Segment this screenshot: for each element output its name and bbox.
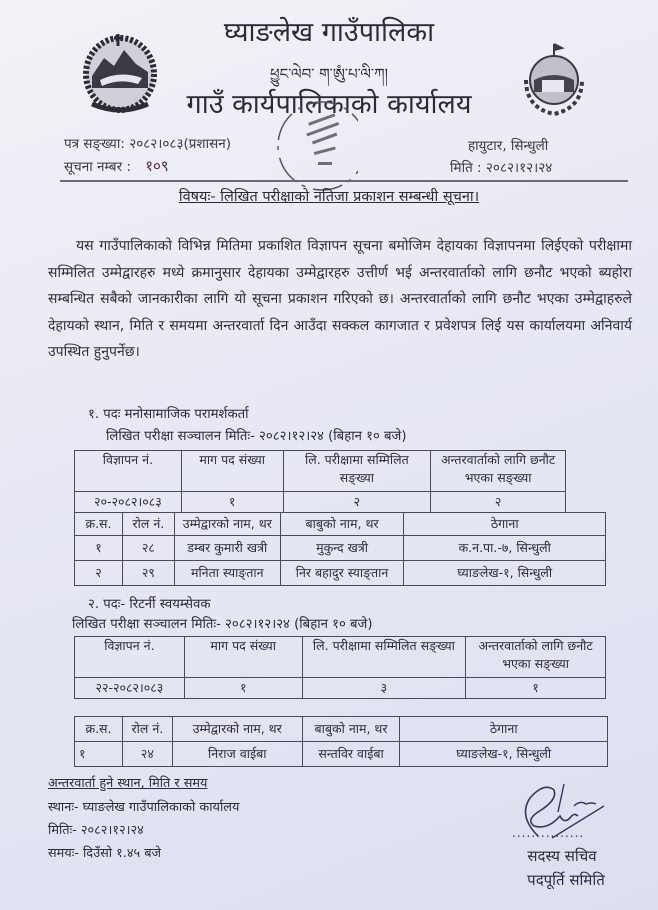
letter-number-value: २०८२।०८३(प्रशासन) [129,136,231,152]
signature-line: ............... [512,826,585,840]
cell: १ [184,678,302,699]
issue-date [450,158,552,176]
table-header-row [75,513,606,536]
cell: ३ [302,678,466,699]
header-cell: लि. परीक्षामा सम्मिलित सङ्ख्या [283,451,431,492]
interview-date: मितिः- २०८२।१२।२४ [48,823,144,838]
header-cell: ठेगाना [400,717,608,742]
cell: २ [283,492,431,513]
cell: डम्बर कुमारी खत्री [174,536,280,561]
cell: २९ [122,561,174,586]
letter-number [64,134,231,152]
issue-date-label: मिति : [450,160,482,176]
header-cell: क्र.स. [75,513,123,536]
header-cell: अन्तरवार्ताको लागि छनौट भएका सङ्ख्या [466,637,606,678]
cell: घ्याङलेख-१, सिन्धुली [404,561,606,586]
cell: १ [75,536,123,561]
cell: १ [181,492,283,513]
cell: २२-२०८२।०८३ [75,678,185,699]
municipality-name-tibetan: ཕྱུང་ལེབ་ ག་ཨུཾ་པ་ལི་ཀ། [270,65,388,83]
interview-heading: अन्तरवार्ता हुने स्थान, मिति र समय [48,776,208,791]
cell: मुकुन्द खत्री [280,536,404,561]
interview-time: समयः- दिउँसो १.४५ बजे [48,846,162,861]
section-1-exam-date: लिखित परीक्षा सञ्चालन मितिः- २०८२।१२।२४ (बिहान १० बजे) [106,429,407,444]
section-2-candidates-table [74,716,608,767]
header-cell: रोल नं. [122,513,174,536]
header-divider [60,180,628,182]
municipality-name: घ्याङलेख गाउँपालिका [223,17,435,48]
issue-date-value: २०८२।१२।२४ [485,160,553,176]
table-header-row [75,637,606,678]
header-cell: माग पद संख्या [181,451,283,492]
header-cell: उम्मेद्वारको नाम, थर [172,717,302,742]
notice-number [64,156,169,176]
cell: निराज वाईबा [172,742,302,767]
table-row [75,536,606,561]
section-2-exam-date: लिखित परीक्षा सञ्चालन मितिः- २०८२।१२।२४ (बिहान १० बजे) [72,617,373,632]
cell: सन्तविर वाईबा [302,742,400,767]
notice-number-label: सूचना नम्बर : [64,159,131,175]
notice-number-value: १०९ [145,157,169,175]
table-header-row [75,717,608,742]
table-row [75,678,606,699]
header-cell: विज्ञापन नं. [75,451,182,492]
cell: १ [466,678,606,699]
header-cell: ठेगाना [404,513,606,536]
table-header-row [75,451,566,492]
cell: क.न.पा.-७, सिन्धुली [404,536,606,561]
section-1-candidates-table [74,512,606,586]
header-cell: रोल नं. [122,717,172,742]
signatory-committee: पदपूर्ति समिति [527,871,605,889]
header-cell: बाबुको नाम, थर [280,513,404,536]
cell: २०-२०८२।०८३ [75,492,182,513]
cell: मनिता स्याङ्तान [174,561,280,586]
cell: १ [75,742,123,767]
cell: निर बहादुर स्याङ्तान [280,561,404,586]
handwritten-signature [508,776,608,856]
header-cell: विज्ञापन नं. [75,637,185,678]
notice-subject: विषयः- लिखित परीक्षाको नतिजा प्रकाशन सम्बन्धी सूचना। [178,189,480,205]
letter-number-label: पत्र सङ्ख्या: [64,136,125,152]
interview-place: स्थानः- घ्याङलेख गाउँपालिकाको कार्यालय [48,800,240,815]
table-row [75,492,566,513]
table-row [75,742,608,767]
header-cell: क्र.स. [75,717,123,742]
cell: २४ [122,742,172,767]
cell: घ्याङलेख-१, सिन्धुली [400,742,608,767]
office-name: गाउँ कार्यपालिकाको कार्यालय [186,89,472,120]
cell: २ [431,492,566,513]
header-cell: बाबुको नाम, थर [302,717,400,742]
cell: २ [75,561,123,586]
office-location: हायुटार, सिन्धुली [468,138,549,154]
signatory-designation: सदस्य सचिव [527,847,597,865]
table-row [75,561,606,586]
section-1-title: १. पदः मनोसामाजिक परामर्शकर्ता [88,407,249,422]
section-1-summary-table [74,450,566,513]
header-cell: लि. परीक्षामा सम्मिलित सङ्ख्या [302,637,466,678]
section-2-summary-table [74,636,606,699]
section-2-title: २. पदः- रिटर्नी स्वयम्सेवक [88,597,211,612]
notice-body: यस गाउँपालिकाको विभिन्न मितिमा प्रकाशित विज्ञापन सूचना बमोजिम देहायका विज्ञापनमा लिईएको परीक्षामा सम्मिलित उम्मेद्वारहरु मध्ये क्रमानुसार देहायका उम्मेद्वारहरु उत्तीर्ण भई अन्तरवार्ताको लागि छनौट भएको ब्यहोरा सम्बन्धित सबैको जानकारीका लागि यो सूचना प्रकाशन गरिएको छ। अन्तरवार्ताको लागि छनौट भएका उम्मेद्वाहरुले देहायको स्थान, मिति र समयमा अन्तरवार्ता दिन आउँदा सक्कल कागजात र प्रवेशपत्र लिई यस कार्यालयमा अनिवार्य उपस्थित हुनुपर्नेछ। [48,238,632,360]
header-cell: माग पद संख्या [184,637,302,678]
header-cell: उम्मेद्वारको नाम, थर [174,513,280,536]
cell: २८ [122,536,174,561]
header-cell: अन्तरवार्ताको लागि छनौट भएका सङ्ख्या [431,451,566,492]
